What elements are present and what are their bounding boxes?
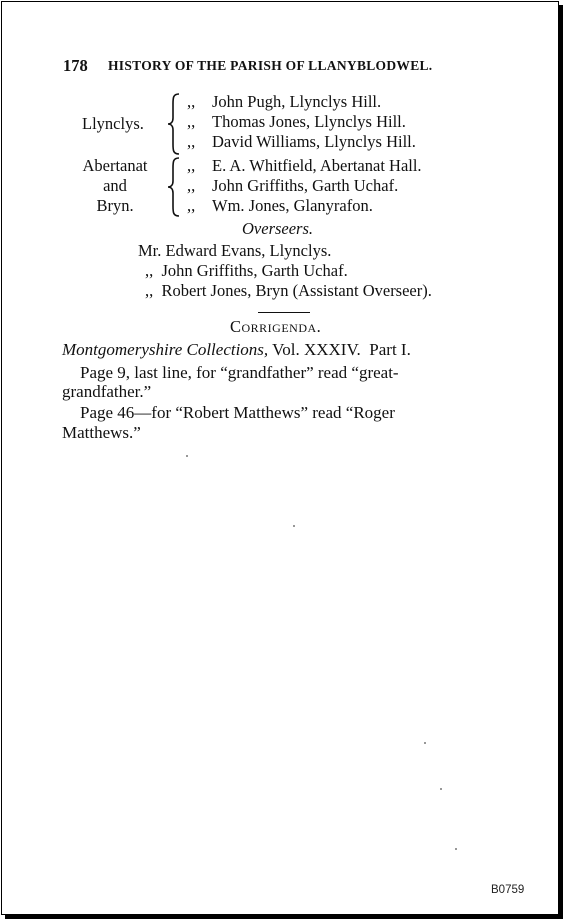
- section-rule: [258, 312, 310, 313]
- group-label-llynclys: Llynclys.: [82, 114, 144, 133]
- group-label-bryn: Bryn.: [96, 196, 134, 215]
- overseers-heading: Overseers.: [242, 219, 314, 238]
- corrigenda-heading: Corrigenda.: [230, 317, 322, 336]
- scan-speck: [293, 525, 295, 527]
- overseer-line: Mr. Edward Evans, Llynclys.: [138, 241, 332, 260]
- corrigenda-title: [62, 340, 411, 360]
- page-number: 178: [63, 56, 88, 75]
- entry-text: Wm. Jones, Glanyrafon.: [212, 196, 373, 215]
- corrigendum-line: Matthews.”: [62, 423, 141, 442]
- entry-mark: ,,: [187, 196, 196, 215]
- footer-code: B0759: [491, 884, 525, 896]
- entry-text: John Pugh, Llynclys Hill.: [212, 92, 382, 111]
- entry-mark: ,,: [187, 132, 196, 151]
- volume-part: Vol. XXXIV. Part I.: [272, 340, 411, 359]
- scan-speck: [440, 788, 442, 790]
- group-label-and: and: [103, 176, 127, 195]
- entry-mark: ,,: [187, 156, 196, 175]
- entry-text: E. A. Whitfield, Abertanat Hall.: [212, 156, 422, 175]
- entry-text: Thomas Jones, Llynclys Hill.: [212, 112, 406, 131]
- running-title: HISTORY OF THE PARISH OF LLANYBLODWEL.: [108, 58, 433, 73]
- overseer-line: ,, John Griffiths, Garth Uchaf.: [145, 261, 348, 280]
- entry-text: John Griffiths, Garth Uchaf.: [212, 176, 399, 195]
- entry-mark: ,,: [187, 92, 196, 111]
- overseer-line: ,, Robert Jones, Bryn (Assistant Overseer).: [145, 281, 432, 300]
- scan-speck: [424, 742, 426, 744]
- corrigendum-line: Page 9, last line, for “grandfather” read “great-: [80, 363, 399, 382]
- left-brace-icon: [166, 156, 182, 218]
- scan-speck: [186, 455, 188, 457]
- left-brace-icon: [166, 92, 182, 156]
- corrigendum-line: grandfather.”: [62, 382, 152, 401]
- scan-speck: [455, 848, 457, 850]
- entry-text: David Williams, Llynclys Hill.: [212, 132, 416, 151]
- group-label-abertanat: Abertanat: [82, 156, 148, 175]
- publication-title: Montgomeryshire Collections,: [62, 340, 269, 359]
- corrigendum-line: Page 46—for “Robert Matthews” read “Roger: [80, 403, 395, 422]
- entry-mark: ,,: [187, 176, 196, 195]
- entry-mark: ,,: [187, 112, 196, 131]
